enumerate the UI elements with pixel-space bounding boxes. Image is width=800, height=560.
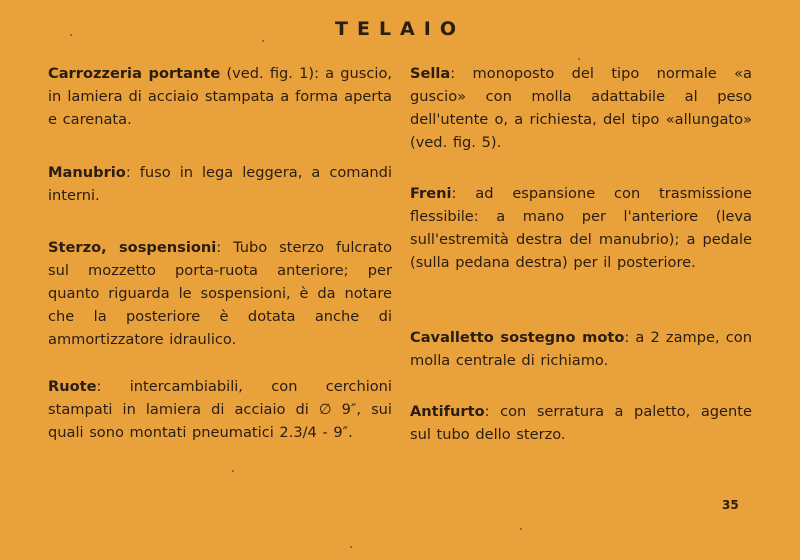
paragraph-label: Antifurto <box>410 403 485 420</box>
paper-speck <box>70 34 72 36</box>
paragraph-cavalletto <box>410 326 752 372</box>
paper-speck <box>520 528 522 530</box>
paper-speck <box>578 58 580 60</box>
paragraph-text: a 2 zampe, con molla centrale di richiamo. <box>410 329 752 369</box>
paragraph-label: Sella <box>410 65 451 82</box>
paragraph-label: Carrozzeria portante <box>48 65 221 82</box>
paragraph-freni <box>410 182 752 274</box>
paragraph-text: ad espansione con trasmissione flessibile: a mano per l'anteriore (leva sull'estremità destra del manubrio); a pedale (sulla pedana destra) per il posteriore. <box>410 185 752 271</box>
paper-speck <box>350 546 352 548</box>
paragraph-manubrio <box>48 161 392 207</box>
paragraph-text: Tubo sterzo fulcrato sul mozzetto porta-ruota anteriore; per quanto riguarda le sospensioni, è da notare che la posteriore è dotata anche di ammortizzatore idraulico. <box>48 239 393 348</box>
paragraph-antifurto <box>410 400 752 446</box>
paragraph-text: fuso in lega leggera, a comandi interni. <box>48 164 393 204</box>
paragraph-label: Ruote <box>48 378 97 395</box>
paper-speck <box>232 470 234 472</box>
paragraph-label: Freni <box>410 185 452 202</box>
paragraph-separator: : <box>125 164 140 181</box>
paragraph-text: intercambiabili, con cerchioni stampati in lamiera di acciaio di ∅ 9″, sui quali sono montati pneumatici 2.3/4 - 9″. <box>48 378 392 441</box>
paragraph-text: (ved. fig. 1): a guscio, in lamiera di acciaio stampata a forma aperta e carenata. <box>48 65 393 128</box>
page-number: 35 <box>722 498 739 512</box>
paragraph-label: Sterzo, sospensioni <box>48 239 217 256</box>
paragraph-separator: : <box>216 239 234 256</box>
paragraph-label: Cavalletto sostegno moto <box>410 329 625 346</box>
paragraph-separator: : <box>450 65 473 82</box>
paragraph-text: con serratura a paletto, agente sul tubo dello sterzo. <box>410 403 752 443</box>
paragraph-separator: : <box>484 403 501 420</box>
paragraph-label: Manubrio <box>48 164 126 181</box>
page-title: TELAIO <box>335 18 465 40</box>
paragraph-carrozzeria <box>48 62 392 131</box>
paragraph-separator: : <box>624 329 636 346</box>
paragraph-ruote <box>48 375 392 444</box>
paper-speck <box>262 40 264 42</box>
paragraph-separator: : <box>451 185 476 202</box>
paragraph-separator: : <box>96 378 130 395</box>
paragraph-sella <box>410 62 752 154</box>
paragraph-sterzo <box>48 236 392 351</box>
paragraph-text: monoposto del tipo normale «a guscio» con molla adattabile al peso dell'utente o, a richiesta, del tipo «allungato» (ved. fig. 5). <box>410 65 752 151</box>
